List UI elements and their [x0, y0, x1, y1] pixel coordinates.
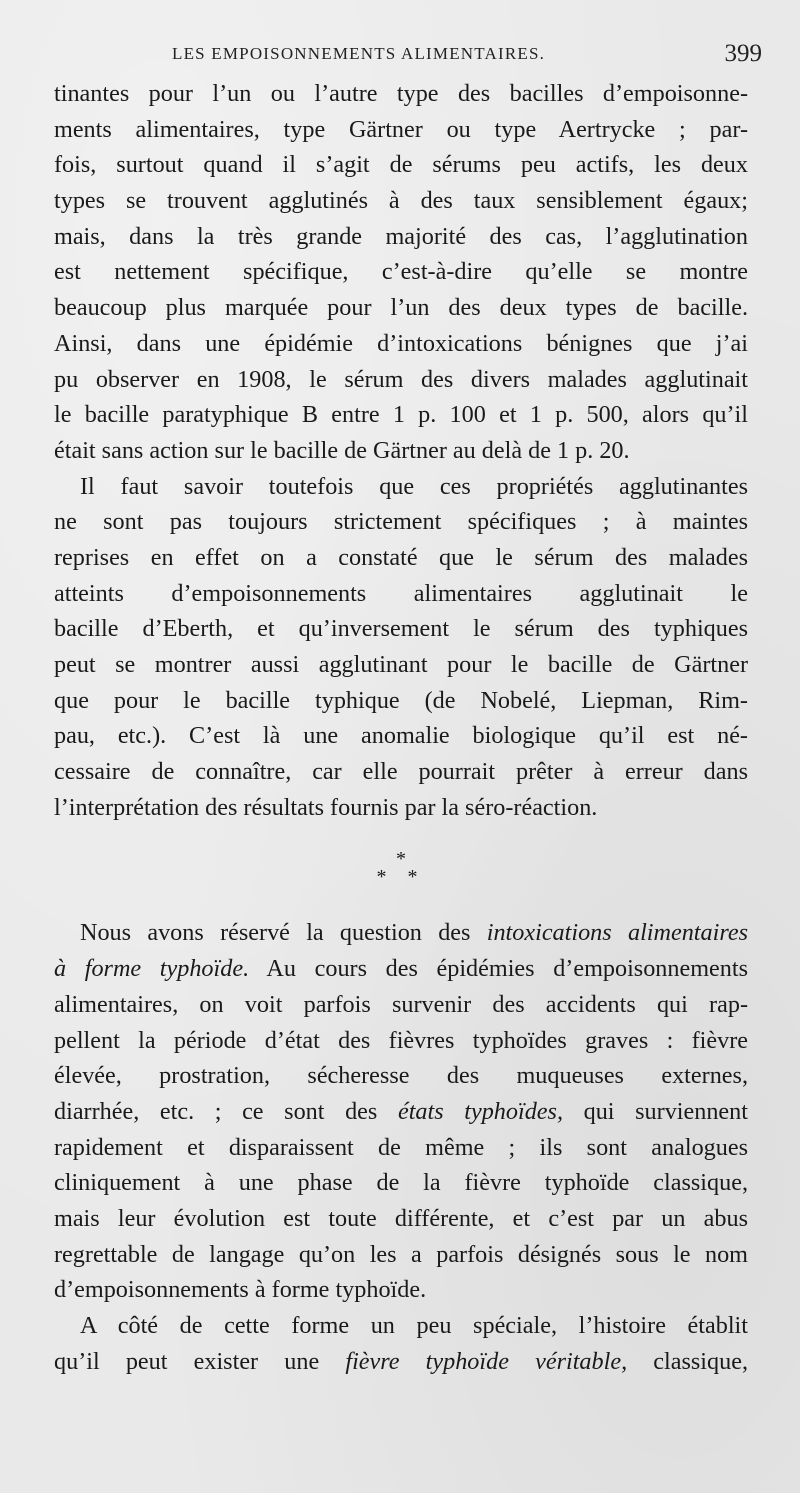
text-line: était sans action sur le bacille de Gärtner au delà de 1 p. 20.: [54, 436, 630, 464]
text-line: A côté de cette forme un peu spéciale, l’histoire établit: [80, 1312, 748, 1339]
text-line: alimentaires, on voit parfois survenir des accidents qui rap-: [54, 990, 748, 1018]
text-line: le bacille paratyphique B entre 1 p. 100 et 1 p. 500, alors qu’il: [54, 401, 748, 429]
text-line: cessaire de connaître, car elle pourrait prêter à erreur dans: [54, 758, 748, 786]
text-line: est nettement spécifique, c’est-à-dire qu’elle se montre: [54, 258, 748, 286]
text-line: l’interprétation des résultats fournis par la séro-réaction.: [54, 793, 598, 821]
text-line: beaucoup plus marquée pour l’un des deux types de bacille.: [54, 294, 748, 322]
page-number: 399: [724, 40, 762, 67]
text-line: ments alimentaires, type Gärtner ou type Aertrycke ; par-: [54, 115, 748, 143]
text-line: d’empoisonnements à forme typhoïde.: [54, 1276, 427, 1304]
paragraph-agglutination: [54, 76, 748, 469]
text-line: mais leur évolution est toute différente, et c’est par un abus: [54, 1204, 748, 1232]
text-line: [54, 951, 748, 987]
text-line: types se trouvent agglutinés à des taux sensiblement égaux;: [54, 187, 748, 215]
text-line: atteints d’empoisonnements alimentaires agglutinait le: [54, 579, 748, 607]
italic-term: à forme typhoïde.: [54, 955, 250, 983]
text-line: élevée, prostration, sécheresse des muqueuses externes,: [54, 1062, 748, 1090]
paragraph-typhoid-form: [54, 915, 748, 1308]
text-line: [54, 915, 748, 951]
text-run: Au cours des épidémies d’empoisonnements: [249, 955, 749, 983]
section-asterism: [54, 849, 748, 915]
italic-term: états typhoïdes,: [397, 1097, 563, 1125]
paragraph-specificity: [54, 469, 748, 826]
text-line: que pour le bacille typhique (de Nobelé, Liepman, Rim-: [54, 686, 748, 714]
asterism-top: *: [396, 848, 406, 871]
text-run: Nous avons réservé la question des: [80, 919, 487, 947]
text-line: Ainsi, dans une épidémie d’intoxications bénignes que j’ai: [54, 329, 748, 357]
text-line: bacille d’Eberth, et qu’inversement le sérum des typhiques: [54, 615, 748, 643]
text-line: peut se montrer aussi agglutinant pour le bacille de Gärtner: [54, 651, 748, 678]
text-line: pu observer en 1908, le sérum des divers malades agglutinait: [54, 365, 748, 393]
text-line: ne sont pas toujours strictement spécifiques ; à maintes: [54, 508, 748, 536]
text-line: mais, dans la très grande majorité des cas, l’agglutination: [54, 222, 748, 250]
body-text: [54, 76, 748, 1379]
text-run: qu’il peut exister une: [54, 1347, 346, 1375]
text-line: reprises en effet on a constaté que le sérum des malades: [54, 543, 748, 571]
text-line: [54, 1094, 748, 1130]
text-line: pau, etc.). C’est là une anomalie biologique qu’il est né-: [54, 722, 748, 750]
text-run: qui surviennent: [563, 1097, 748, 1125]
text-run: classique,: [627, 1347, 748, 1375]
text-run: diarrhée, etc. ; ce sont des: [54, 1097, 398, 1125]
paragraph-true-typhoid: [54, 1308, 748, 1379]
text-line: regrettable de langage qu’on les a parfois désignés sous le nom: [54, 1240, 748, 1268]
text-line: Il faut savoir toutefois que ces propriétés agglutinantes: [80, 472, 748, 500]
text-line: rapidement et disparaissent de même ; ils sont analogues: [54, 1133, 748, 1161]
text-line: [54, 1344, 748, 1380]
italic-term: fièvre typhoïde véritable,: [345, 1347, 628, 1375]
text-line: tinantes pour l’un ou l’autre type des bacilles d’empoisonne-: [54, 80, 748, 107]
running-head: LES EMPOISONNEMENTS ALIMENTAIRES.: [172, 44, 546, 63]
page-header: [0, 40, 800, 70]
italic-term: intoxications alimentaires: [486, 919, 749, 947]
text-line: cliniquement à une phase de la fièvre typhoïde classique,: [54, 1169, 748, 1197]
asterism-bottom: * *: [376, 866, 426, 889]
text-line: fois, surtout quand il s’agit de sérums peu actifs, les deux: [54, 151, 748, 179]
text-line: pellent la période d’état des fièvres typhoïdes graves : fièvre: [54, 1026, 748, 1054]
